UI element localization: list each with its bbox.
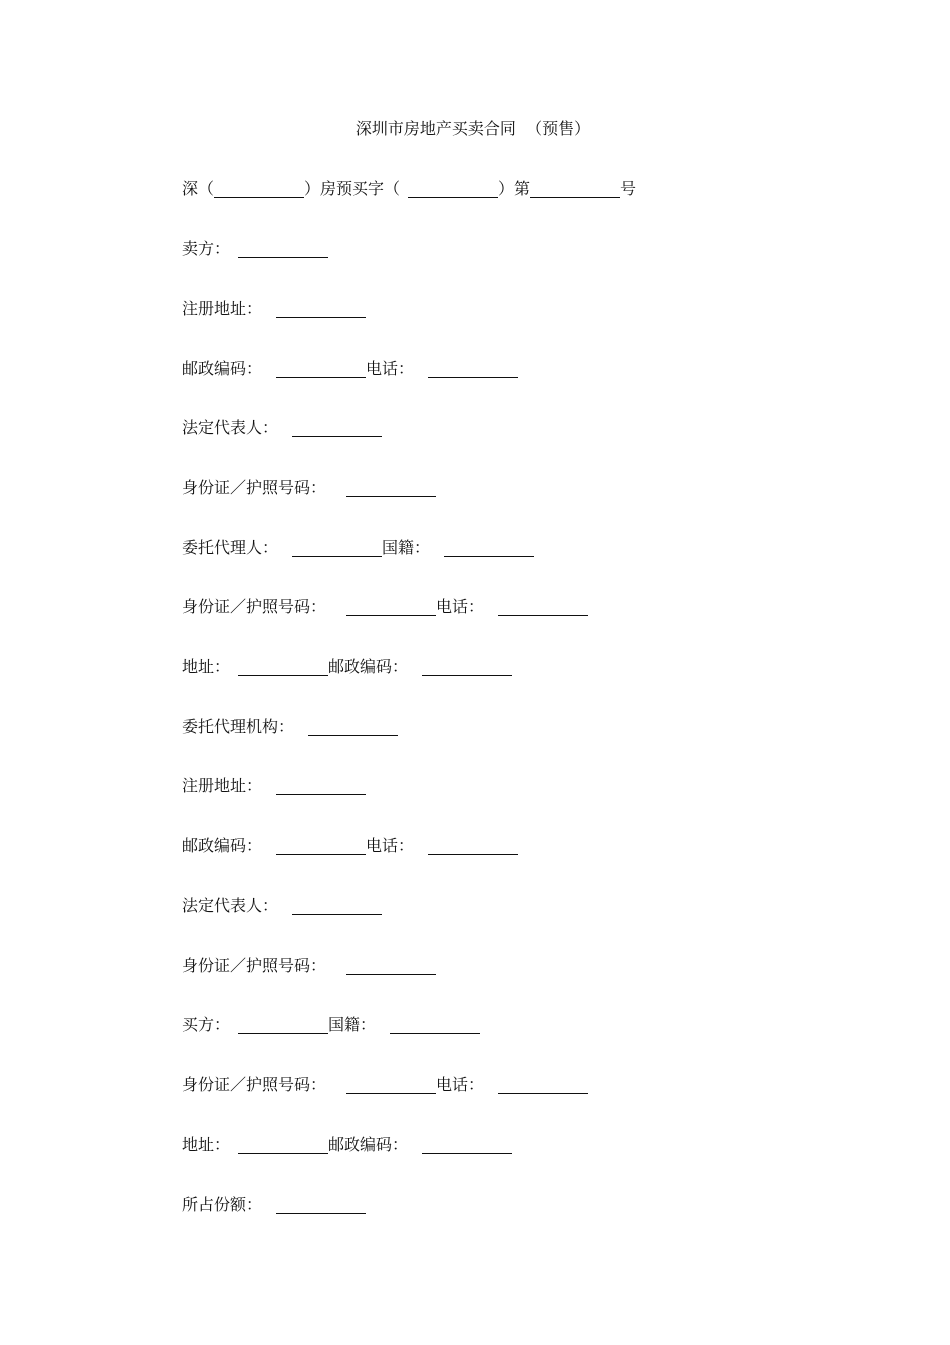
agency-postcode-line xyxy=(182,835,518,857)
agency-blank[interactable] xyxy=(308,719,398,736)
seller-phone-label: 电话： xyxy=(366,359,415,378)
buyer-id-line xyxy=(182,1074,588,1096)
buyer-address-line xyxy=(182,1134,512,1156)
seller-label: 卖方： xyxy=(182,239,231,258)
agency-reg-address-blank[interactable] xyxy=(276,778,366,795)
seller-line xyxy=(182,238,328,260)
agency-phone-label: 电话： xyxy=(366,836,415,855)
seller-agent-postcode-label: 邮政编码： xyxy=(328,657,409,676)
contract-mid2-label: ）第 xyxy=(498,179,531,198)
seller-agent-address-label: 地址： xyxy=(182,657,231,676)
buyer-id-blank[interactable] xyxy=(346,1077,436,1094)
buyer-address-label: 地址： xyxy=(182,1135,231,1154)
buyer-phone-label: 电话： xyxy=(436,1075,485,1094)
agency-legal-rep-blank[interactable] xyxy=(292,898,382,915)
seller-postcode-blank[interactable] xyxy=(276,361,366,378)
seller-agent-postcode-blank[interactable] xyxy=(422,659,512,676)
seller-id-blank[interactable] xyxy=(346,480,436,497)
contract-mid-label: ）房预买字（ xyxy=(304,179,401,198)
seller-id-line xyxy=(182,477,436,499)
seller-agent-id-label: 身份证／护照号码： xyxy=(182,597,327,616)
agency-id-line xyxy=(182,955,436,977)
contract-year-blank[interactable] xyxy=(214,181,304,198)
buyer-label: 买方： xyxy=(182,1015,231,1034)
seller-agent-phone-label: 电话： xyxy=(436,597,485,616)
seller-reg-address-line xyxy=(182,298,366,320)
contract-code-blank[interactable] xyxy=(408,181,498,198)
agency-id-label: 身份证／护照号码： xyxy=(182,956,327,975)
seller-id-label: 身份证／护照号码： xyxy=(182,478,327,497)
agency-reg-address-line xyxy=(182,775,366,797)
buyer-share-label: 所占份额： xyxy=(182,1195,263,1214)
seller-postcode-label: 邮政编码： xyxy=(182,359,263,378)
buyer-line xyxy=(182,1014,480,1036)
seller-agent-nationality-blank[interactable] xyxy=(444,540,534,557)
seller-agent-id-line xyxy=(182,596,588,618)
seller-legal-rep-blank[interactable] xyxy=(292,420,382,437)
buyer-address-blank[interactable] xyxy=(238,1137,328,1154)
seller-agent-address-blank[interactable] xyxy=(238,659,328,676)
agency-legal-rep-line xyxy=(182,895,382,917)
buyer-postcode-blank[interactable] xyxy=(422,1137,512,1154)
seller-legal-rep-label: 法定代表人： xyxy=(182,418,279,437)
contract-suffix: 号 xyxy=(620,179,637,198)
seller-legal-rep-line xyxy=(182,417,382,439)
seller-reg-address-blank[interactable] xyxy=(276,301,366,318)
agency-line xyxy=(182,716,398,738)
agency-reg-address-label: 注册地址： xyxy=(182,776,263,795)
seller-agent-line xyxy=(182,537,534,559)
agency-phone-blank[interactable] xyxy=(428,838,518,855)
buyer-nationality-blank[interactable] xyxy=(390,1017,480,1034)
agency-legal-rep-label: 法定代表人： xyxy=(182,896,279,915)
contract-number-line xyxy=(182,178,636,200)
buyer-blank[interactable] xyxy=(238,1017,328,1034)
seller-reg-address-label: 注册地址： xyxy=(182,299,263,318)
agency-postcode-label: 邮政编码： xyxy=(182,836,263,855)
seller-agent-label: 委托代理人： xyxy=(182,538,279,557)
agency-label: 委托代理机构： xyxy=(182,717,295,736)
seller-postcode-line xyxy=(182,358,518,380)
seller-agent-nationality-label: 国籍： xyxy=(382,538,431,557)
buyer-share-blank[interactable] xyxy=(276,1197,366,1214)
buyer-phone-blank[interactable] xyxy=(498,1077,588,1094)
seller-phone-blank[interactable] xyxy=(428,361,518,378)
seller-agent-blank[interactable] xyxy=(292,540,382,557)
contract-serial-blank[interactable] xyxy=(530,181,620,198)
agency-postcode-blank[interactable] xyxy=(276,838,366,855)
buyer-nationality-label: 国籍： xyxy=(328,1015,377,1034)
seller-agent-phone-blank[interactable] xyxy=(498,599,588,616)
buyer-id-label: 身份证／护照号码： xyxy=(182,1075,327,1094)
seller-agent-id-blank[interactable] xyxy=(346,599,436,616)
seller-agent-address-line xyxy=(182,656,512,678)
buyer-share-line xyxy=(182,1194,366,1216)
agency-id-blank[interactable] xyxy=(346,958,436,975)
document-title: 深圳市房地产买卖合同 （预售） xyxy=(355,119,591,138)
seller-blank[interactable] xyxy=(238,241,328,258)
contract-prefix: 深（ xyxy=(182,179,215,198)
buyer-postcode-label: 邮政编码： xyxy=(328,1135,409,1154)
